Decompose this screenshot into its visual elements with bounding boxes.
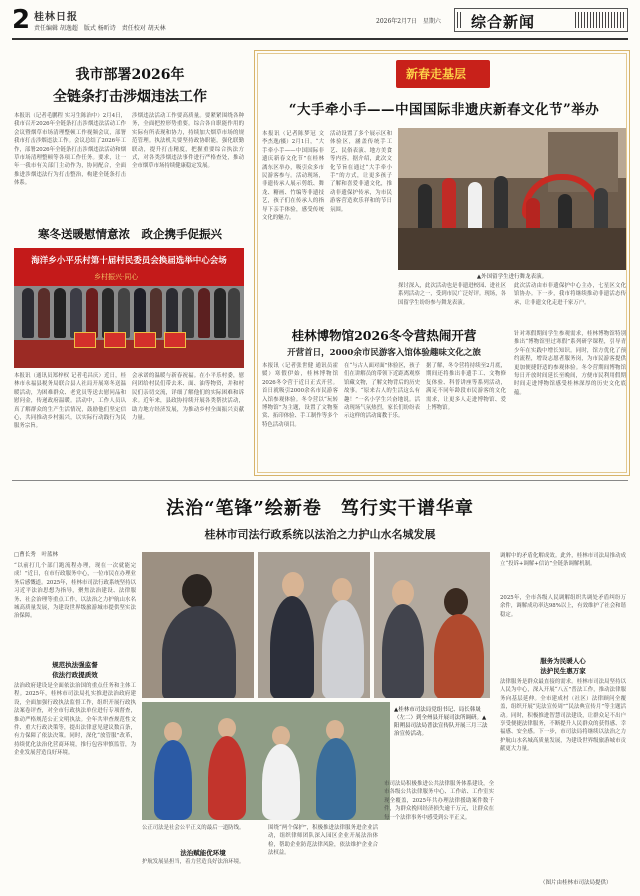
- photo-ground: [398, 228, 626, 270]
- museum-body-col3: 据了解，冬令营将持续至2月底，期间还将推出非遗手工、文物修复体验、科普讲座等系列活动，满足不同年龄段市民游客的文化需求，让更多人走进博物馆、爱上博物馆。: [426, 363, 506, 412]
- person-figure: [54, 288, 66, 338]
- issue-weekday: 星期六: [422, 18, 441, 25]
- article4-subheading-3a: 服务为民暖人心: [540, 657, 586, 665]
- person-figure: [70, 288, 82, 338]
- article4-byline: [14, 550, 62, 558]
- article4-subheadline: 桂林市司法行政系统以法治之力护山水名城发展: [204, 528, 436, 541]
- person-figure: [208, 736, 246, 820]
- person-figure: [38, 288, 50, 338]
- article4-body-col2b: 护航发展显担当，着力营造良好法治环境。: [142, 859, 245, 865]
- photo-outreach-event: [142, 702, 390, 820]
- person-head: [182, 574, 212, 608]
- museum-body-col2: 在“与古人面对面”体验区，孩子们在讲解员的带领下近距离观察馆藏文物，了解文物背后的历史故事。“原来古人的生活这么有趣！”一名小学生兴奋地说。活动现场气氛热烈，家长们纷纷表示这样的活动寓教于乐。: [344, 363, 420, 420]
- museum-body-col1: 本报讯（记者张世健 通讯员霍媛）寒假伊始，桂林博物馆2026冬令营于近日正式开营。首日就吸引2000余名市民游客入馆参观体验。冬令营以“玩转博物馆”为主题，设置了文物鉴赏、拓印体验、手工制作等多个特色活动项目。: [262, 363, 338, 428]
- article4-body-col1: 法治政府建设是全面依法治国的重点任务和主体工程。2025年，桂林市司法局扎实推进法治政府建设，全面加强行政执法监督工作，组织开展行政执法案卷评查，对全市行政执法单位进行专项督查，推动严格规范公正文明执法。全年共审查规范性文件、重大行政决策等，提出法律意见建议数百条，有力保障了依法决策。同时，深化“放管服”改革，持续优化法治化营商环境，推行包容审慎监管，为企业发展营造良好环境。: [14, 683, 136, 757]
- event-photo: [14, 248, 244, 368]
- article4-photo-caption: ▲桂林市司法局党组书记、局长韩晟（左二）到全州县开展司法所调研。▲阳朔县司法局普法宣传队开展三月三法治宣传活动。: [394, 707, 488, 737]
- section-divider: [12, 480, 628, 481]
- masthead: [12, 6, 628, 36]
- date-line: [376, 16, 445, 25]
- feature-body-col2: 活动设置了多个展示区和体验区，涵盖传统手工艺、民俗表演、地方美食等内容。据介绍，此次文化节旨在通过“大手牵小手”的方式，让更多孩子了解和喜爱非遗文化，推动非遗保护传承，为市民游客营造欢乐祥和的节日氛围。: [330, 131, 392, 213]
- gift-box: [104, 332, 126, 348]
- person-figure: [166, 288, 178, 338]
- section-title: 综合新闻: [471, 13, 536, 31]
- article1-body-col2: 涉烟违法活动工作要高质量。要紧紧围绕各种务，全面把控形势重要。综合各自职能作用的实际有所表现和协力，持续加大烟草市场的规范管理。执法机关要坚持政协职能，强化联勤联动，提升打击精度，把握重要综合执法方式，对各类涉烟违法事件进行严格查处，推动全市烟草市场持续健康稳定发展。: [132, 113, 244, 170]
- article4-subheading-1a: 规范执法强监督: [52, 661, 98, 669]
- photo-consultation: [374, 552, 490, 698]
- event-banner-subtext: 乡村振兴·同心: [94, 273, 139, 281]
- feature-body-col4: 此次活动由市非遗保护中心主办，七星区文化馆协办。下一步，我市将继续推动非遗活态传承，让非遗文化走进千家万户。: [514, 283, 626, 306]
- staff-proofreader: 责任校对 胡天林: [121, 25, 166, 32]
- article1-headline[interactable]: [14, 64, 246, 108]
- gift-box: [164, 332, 186, 348]
- article4-headline[interactable]: 法治“笔锋”绘新卷 笃行实干谱华章: [166, 498, 474, 519]
- person-figure: [86, 288, 98, 338]
- article2-body-col2: 会承诺的温暖与新春祝福。在小平乐村委，慰问团给村民们带去米、面、油等物资，并和村民们亲切交流，详细了解他们的实际困难和诉求。近年来，县政协持续开展各类帮扶活动，助力地方经济发展，为推动乡村全面振兴贡献力量。: [132, 373, 244, 422]
- issue-date: 2026年2月7日: [376, 18, 417, 25]
- museum-subheadline: 开营首日，2000余市民游客入馆体验趣味文化之旅: [287, 348, 481, 358]
- person-figure: [118, 288, 130, 338]
- person-figure: [262, 744, 300, 820]
- article4-subheading-3b: 法护民生惠万家: [540, 667, 586, 675]
- decorative-stripe: [575, 12, 625, 28]
- photo-credit: （图片由桂林市司法局提供）: [540, 880, 612, 886]
- person-figure: [322, 600, 364, 698]
- decorative-stripe: [457, 12, 463, 28]
- dragon-dance-photo: [398, 128, 626, 270]
- paper-name: 桂林日报: [34, 12, 78, 23]
- article1-body-col1: 本报讯（记者毛鹏程 实习生陈治中）2月4日，我市召开2026年全链条打击涉烟违法活动工作会议暨烟草市场清理整顿工作视频会议，部署我市打击涉烟违法工作。会议总结了2026年工作，部署2026年全链条打击涉烟违法活动和烟草市场清理整顿等各项工作任务。要求，让一年一我市有关部门主动作为，协同配合，全面推进涉烟违法行为打击整治，构建全链条打击体系。: [14, 113, 126, 187]
- person-figure: [382, 604, 424, 698]
- person-head: [444, 588, 468, 616]
- banner-title: 新春走基层: [406, 67, 467, 81]
- article4-body-col5b: 2025年，全市各级人民调解组织共调处矛盾纠纷万余件，调解成功率达98%以上，有效维护了社会和谐稳定。: [500, 595, 626, 618]
- staff-editor: 责任编辑 胡逸超: [34, 25, 78, 32]
- article4-subheading-2: 法治赋能优环境: [180, 849, 226, 857]
- photo-woman-portrait: [142, 552, 254, 698]
- spring-festival-banner: [396, 60, 490, 88]
- gift-table: [14, 340, 244, 368]
- person-figure: [102, 288, 114, 338]
- article4-body-col4: 市司法局积极推进公共法律服务体系建设，全市各级公共法律服务中心、工作站、工作室实现全覆盖，2025年共办理法律援助案件数千件，为群众挽回经济损失逾千万元，让群众在每一个法律事务中感受到公平正义。: [384, 781, 494, 821]
- person-figure: [150, 288, 162, 338]
- event-banner-text: 海洋乡小平乐村第十届村民委员会换届选举中心会场: [31, 256, 227, 266]
- person-figure: [162, 606, 236, 698]
- person-figure: [228, 288, 240, 338]
- article4-body-col5c: 法律服务是群众最直接的需求。桂林市司法局坚持以人民为中心，深入开展“八五”普法工作，推动法律服务向基层延伸。全市建成村（社区）法律顾问全覆盖，组织开展“宪法宣传周”“民法典宣传月”等主题活动。同时，积极推进智慧司法建设，让群众足不出户享受便捷法律服务，不断提升人民群众的获得感、幸福感、安全感。下一步，市司法局将继续以法治之力护航山水名城高质量发展，为建设世界级旅游城市贡献更大力量。: [500, 679, 626, 753]
- feature-photo-caption: ▲外国留学生进行舞龙表演。: [476, 274, 548, 280]
- person-figure: [494, 176, 508, 232]
- person-figure: [434, 614, 484, 698]
- staff-line: [34, 23, 170, 32]
- person-head: [272, 726, 290, 746]
- museum-headline[interactable]: 桂林博物馆2026冬令营热闹开营: [291, 328, 477, 343]
- person-figure: [154, 740, 192, 820]
- person-figure: [182, 288, 194, 338]
- person-head: [164, 722, 182, 742]
- person-head: [282, 572, 304, 598]
- feature-headline[interactable]: “大手牵小手——中国国际非遗庆新春文化节”举办: [288, 102, 600, 118]
- article2-headline[interactable]: 寒冬送暖慰情意浓 政企携手促振兴: [38, 227, 222, 241]
- article4-intro: “以前打几个部门跑流程办理，现在一次就能完成！”近日，在市行政服务中心，一位市民在办理业务后感慨道。2025年，桂林市司法行政系统坚持以习近平法治思想为指导，聚焦法治建设、法律服务、社会治理等重点工作，以法治之力护航山水名城高质量发展，为建设世界级旅游城市提供坚实法治保障。: [14, 563, 136, 620]
- feature-body-col1: 本报讯（记者陈梦冠 文 李杰逸/摄）2月1日，“大手牵小手——中国国际非遗庆新春文化节”在桂林漓东区举办，吸引众多市民游客参与。活动现场，非遗传承人展示剪纸、舞龙、糖画、竹编等非遗技艺，孩子们在传承人的指导下亲手体验，感受传统文化的魅力。: [262, 131, 324, 222]
- museum-body-col4: 针对寒假期间学生参观需求，桂林博物馆特别推出“博物馆里过寒假”系列研学课程，引导青少年在实践中增长知识。同时，馆方优化了预约流程，增设志愿者服务岗，为市民游客提供更加便捷舒适的参观体验。冬令营期间博物馆每日开放时间延长至晚间，方便市民利用假期时间走进博物馆感受桂林深厚的历史文化底蕴。: [514, 331, 626, 396]
- article2-body-col1: 本报讯（通讯员郑梓权 记者毛昌庆）近日，桂林市永福县税务局联合县人社局开展寒冬送温暖活动，为困难群众、老党员等送去慰问品和慰问金，传递政府温暖。活动中，工作人员认真了解群众的生产生活情况，鼓励他们坚定信心，共同推动乡村振兴，以实际行动践行为民服务宗旨。: [14, 373, 126, 430]
- article1-headline-line2: 全链条打击涉烟违法工作: [53, 89, 207, 105]
- author: 叶蓝林: [41, 552, 58, 558]
- staff-layout: 版式 杨昕诗: [83, 25, 116, 32]
- person-figure: [134, 288, 146, 338]
- person-figure: [270, 596, 314, 698]
- page-number: 2: [12, 5, 31, 35]
- section-label: [454, 8, 628, 32]
- feature-body-col3: 探讨深入，此次活动也是非遗进校园、进社区系列活动之一，受到市民广泛好评。现场，各国留学生纷纷参与舞龙表演。: [398, 283, 506, 306]
- person-head: [218, 718, 236, 738]
- person-figure: [22, 288, 34, 338]
- person-figure: [316, 738, 356, 820]
- person-figure: [214, 288, 226, 338]
- article4-body-col2a: 公正司法是社会公平正义的最后一道防线。: [142, 825, 245, 831]
- gift-box: [134, 332, 156, 348]
- article4-subheading-1b: 依法行政提质效: [52, 671, 98, 679]
- masthead-rule: [12, 38, 628, 40]
- person-head: [392, 580, 414, 606]
- person-head: [332, 578, 352, 602]
- gift-box: [74, 332, 96, 348]
- photo-official-visit: [258, 552, 370, 698]
- article1-headline-line1: 我市部署2026年: [75, 67, 185, 83]
- article4-body-col3: 围绕“两个保护”，积极推进法律服务进企业活动，组织律师团队深入园区企业开展法治体检，帮助企业防范法律风险，依法维护企业合法权益。: [268, 825, 378, 857]
- person-figure: [198, 288, 210, 338]
- article4-body-col5a: 调解中的矛盾化解成效。此外，桂林市司法局推动成立“投诉+调解+信访”全链条调解机制。: [500, 553, 626, 568]
- person-figure: [442, 178, 456, 234]
- author: □曹长秀: [14, 552, 36, 558]
- person-head: [326, 720, 344, 740]
